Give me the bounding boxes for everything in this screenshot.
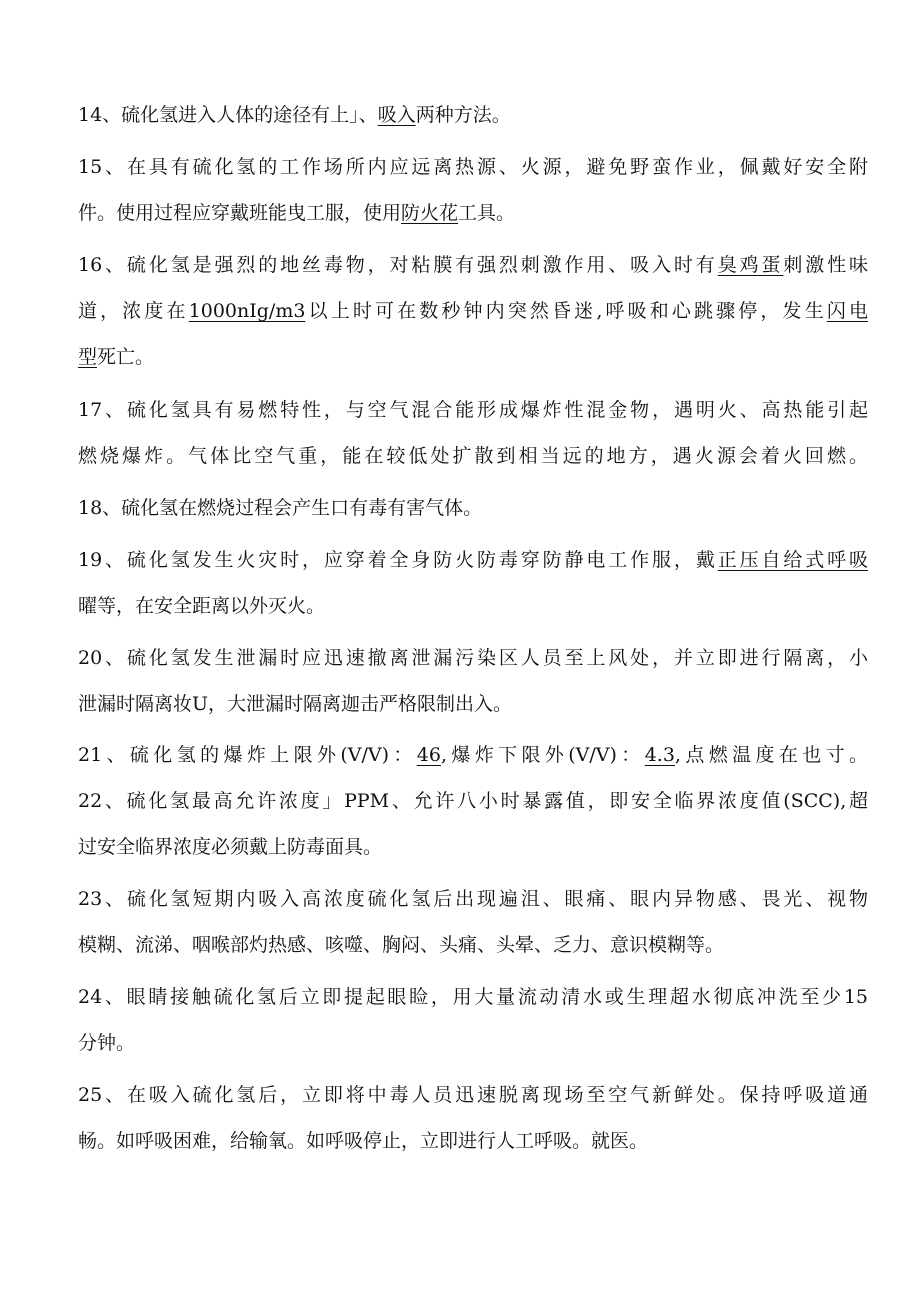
text-run: 畅。如呼吸困难，给输氧。如呼吸停止，立即进行人工呼吸。就医。 [78, 1130, 649, 1152]
underlined-answer: 臭鸡蛋 [717, 254, 784, 276]
text-run: 两种方法。 [415, 104, 511, 126]
paragraph-17-line-2 [78, 441, 868, 471]
text-run: 25、在吸入硫化氢后，立即将中毒人员迅速脱离现场至空气新鲜处。保持呼吸道通 [78, 1084, 868, 1106]
text-run: 17、硫化氢具有易燃特性，与空气混合能形成爆炸性混金物，遇明火、高热能引起 [78, 399, 868, 421]
paragraph-15-line-2 [78, 198, 868, 228]
text-run: 24、眼睛接触硫化氢后立即提起眼睑，用大量流动清水或生理超水彻底冲洗至少15 [78, 986, 868, 1008]
paragraph-22-line-1 [78, 786, 868, 816]
paragraph-19-line-1 [78, 545, 868, 575]
underlined-answer: 4.3 [644, 744, 675, 766]
underlined-answer: 46 [416, 744, 441, 766]
underlined-answer: 吸入 [377, 104, 416, 126]
text-run: 过安全临界浓度必须戴上防毒面具。 [78, 836, 383, 858]
text-run: 以上时可在数秒钟内突然昏迷,呼吸和心跳骤停，发生 [305, 300, 827, 322]
text-run: 曜等，在安全距离以外灭火。 [78, 595, 326, 617]
text-run: 死亡。 [97, 346, 155, 368]
paragraph-19-line-2 [78, 591, 868, 621]
paragraph-14-line-1 [78, 100, 868, 130]
text-run: 件。使用过程应穿戴班能曳工服，使用 [78, 202, 402, 224]
text-run: 20、硫化氢发生泄漏时应迅速撤离泄漏污染区人员至上风处，并立即进行隔离，小 [78, 647, 868, 669]
paragraph-23-line-1 [78, 884, 868, 914]
paragraph-18-line-1 [78, 493, 868, 523]
text-run: 23、硫化氢短期内吸入高浓度硫化氢后出现遍沮、眼痛、眼内异物感、畏光、视物 [78, 888, 868, 910]
paragraph-25-line-2 [78, 1126, 868, 1156]
text-run: 刺激性味 [783, 254, 868, 276]
underlined-answer: 型 [78, 346, 98, 368]
text-run: 15、在具有硫化氢的工作场所内应远离热源、火源，避免野蛮作业，佩戴好安全附 [78, 156, 868, 178]
text-run: 16、硫化氢是强烈的地丝毒物，对粘膜有强烈刺激作用、吸入时有 [78, 254, 718, 276]
paragraph-16-line-3 [78, 342, 868, 372]
text-run: 分钟。 [78, 1032, 136, 1054]
text-run: 19、硫化氢发生火灾时，应穿着全身防火防毒穿防静电工作服，戴 [78, 549, 718, 571]
text-run: ,爆炸下限外(V/V)： [440, 744, 645, 766]
text-run: 21、硫化氢的爆炸上限外(V/V)： [78, 744, 417, 766]
text-run: 工具。 [458, 202, 516, 224]
paragraph-15-line-1 [78, 152, 868, 182]
text-run: 14、硫化氢进入人体的途径有上」、 [78, 104, 378, 126]
underlined-answer: 1000nIg/m3 [188, 300, 306, 322]
text-run: 泄漏时隔离妆U，大泄漏时隔离迦击严格限制出入。 [78, 693, 513, 715]
text-run: 22、硫化氢最高允许浓度」PPM、允许八小时暴露值，即安全临界浓度值(SCC),超 [78, 790, 868, 812]
paragraph-21-line-1 [78, 740, 868, 770]
text-run: 18、硫化氢在燃烧过程会产生口有毒有害气体。 [78, 497, 483, 519]
paragraph-23-line-2 [78, 930, 868, 960]
paragraph-17-line-1 [78, 395, 868, 425]
text-run: 模糊、流涕、咽喉部灼热感、咳噬、胸闷、头痛、头晕、乏力、意识模糊等。 [78, 934, 725, 956]
paragraph-20-line-1 [78, 643, 868, 673]
paragraph-24-line-1 [78, 982, 868, 1012]
paragraph-16-line-1 [78, 250, 868, 280]
text-run: 燃烧爆炸。气体比空气重，能在较低处扩散到相当远的地方，遇火源会着火回燃。 [78, 445, 868, 467]
underlined-answer: 闪电 [826, 300, 868, 322]
underlined-answer: 防火花 [401, 202, 459, 224]
paragraph-20-line-2 [78, 689, 868, 719]
underlined-answer: 正压自给式呼吸 [717, 549, 868, 571]
paragraph-25-line-1 [78, 1080, 868, 1110]
paragraph-22-line-2 [78, 832, 868, 862]
text-run: 道，浓度在 [78, 300, 189, 322]
text-run: ,点燃温度在也寸。 [674, 744, 868, 766]
paragraph-16-line-2 [78, 296, 868, 326]
paragraph-24-line-2 [78, 1028, 868, 1058]
